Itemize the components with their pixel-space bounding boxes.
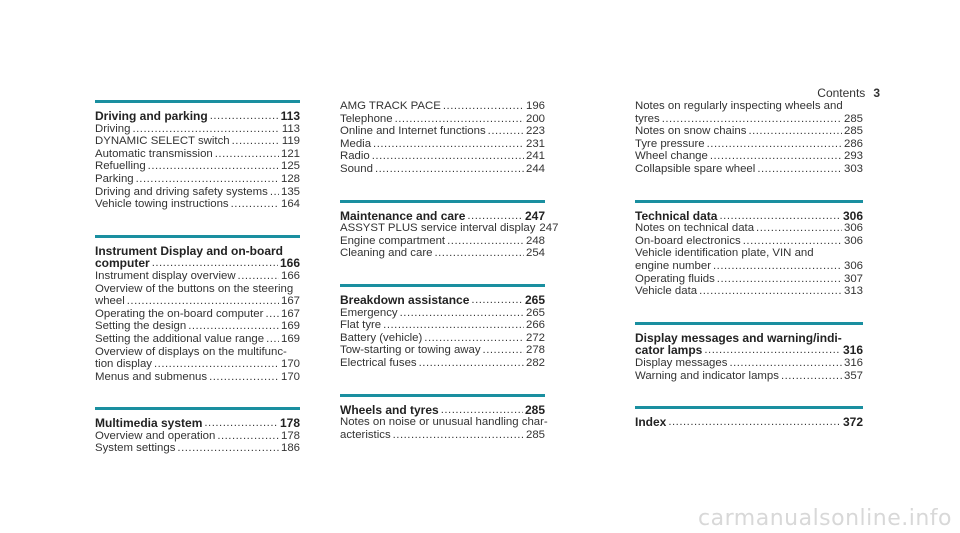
toc-entry-text: Wheel change <box>635 150 708 163</box>
toc-section-title[interactable] <box>95 417 300 430</box>
toc-page-number: 316 <box>842 343 863 358</box>
toc-section-title-line[interactable]: Display messages and warning/indi- <box>635 330 842 345</box>
dot-leader <box>177 442 279 455</box>
toc-entry[interactable] <box>95 371 300 384</box>
dot-leader <box>447 235 524 248</box>
toc-entry-line[interactable]: Notes on noise or unusual handling char- <box>340 416 548 429</box>
toc-page-number: 170 <box>280 370 300 383</box>
toc-entry[interactable] <box>340 138 545 151</box>
toc-entry-text: Notes on technical data <box>635 222 755 235</box>
toc-entry-text: wheel <box>95 295 125 308</box>
toc-page-number: 125 <box>280 160 300 173</box>
section-divider <box>95 100 300 103</box>
dot-leader <box>668 416 841 429</box>
toc-section-title[interactable] <box>635 210 863 223</box>
toc-entry-line[interactable]: Notes on regularly inspecting wheels and <box>635 100 843 112</box>
dot-leader <box>204 417 278 430</box>
toc-page-number: 186 <box>280 442 300 455</box>
dot-leader <box>781 370 842 383</box>
toc-entry-line[interactable]: Overview of displays on the multifunc- <box>95 345 287 358</box>
dot-leader <box>441 404 523 417</box>
toc-page-number: 285 <box>843 112 863 125</box>
dot-leader <box>232 135 280 148</box>
dot-leader <box>266 333 279 346</box>
toc-entry-text: Refuelling <box>95 160 146 173</box>
toc-entry-text: Online and Internet functions <box>340 125 486 138</box>
toc-entry[interactable] <box>95 333 300 346</box>
toc-entry-text: acteristics <box>340 428 391 441</box>
toc-page-number: 313 <box>843 285 863 298</box>
toc-entry-text: DYNAMIC SELECT switch <box>95 135 230 148</box>
toc-entry-text: ASSYST PLUS service interval display <box>340 222 536 235</box>
toc-entry[interactable] <box>95 186 300 199</box>
toc-page-number: 178 <box>279 416 300 431</box>
toc-entry-text: Collapsible spare wheel <box>635 162 756 175</box>
dot-leader <box>443 100 524 113</box>
dot-leader <box>132 123 279 136</box>
dot-leader <box>375 163 524 176</box>
toc-page-number: 286 <box>843 137 863 150</box>
toc-title-text: Technical data <box>635 208 718 223</box>
dot-leader <box>713 260 842 273</box>
toc-title-text: computer <box>95 256 150 271</box>
toc-page-number: 265 <box>525 306 545 319</box>
toc-entry-line[interactable]: Overview of the buttons on the steering <box>95 282 294 295</box>
toc-section-breakdown <box>340 284 545 370</box>
dot-leader <box>238 270 279 283</box>
toc-entry-text: Parking <box>95 172 134 185</box>
toc-section-title[interactable] <box>340 210 545 223</box>
dot-leader <box>215 148 279 161</box>
toc-page-number: 266 <box>525 319 545 332</box>
toc-entry-text: Radio <box>340 150 370 163</box>
dot-leader <box>148 160 279 173</box>
toc-entry[interactable] <box>635 150 863 163</box>
toc-entry[interactable] <box>340 357 545 370</box>
toc-entry[interactable] <box>340 307 545 320</box>
toc-entry[interactable] <box>95 430 300 443</box>
toc-section-title[interactable] <box>340 294 545 307</box>
toc-entry-text: Tow-starting or towing away <box>340 344 481 357</box>
toc-page-number: 306 <box>843 259 863 272</box>
toc-entry[interactable] <box>95 442 300 455</box>
toc-page-number: 113 <box>280 109 300 123</box>
toc-page-number: 316 <box>843 356 863 369</box>
toc-title-text: Breakdown assistance <box>340 292 470 307</box>
toc-entry-text: Driving <box>95 122 131 135</box>
toc-entry[interactable] <box>95 198 300 211</box>
toc-page-number: 248 <box>525 234 545 247</box>
toc-page-number: 166 <box>279 256 300 271</box>
toc-title-text: Wheels and tyres <box>340 402 439 417</box>
toc-entry-text: Vehicle data <box>635 285 698 298</box>
toc-page-number: 135 <box>280 185 300 198</box>
toc-entry-text: Cleaning and care <box>340 247 433 260</box>
dot-leader <box>424 332 524 345</box>
dot-leader <box>419 357 524 370</box>
toc-title-text: Driving and parking <box>95 109 208 123</box>
toc-entry-text: Emergency <box>340 306 398 319</box>
toc-page-number: 306 <box>843 222 863 235</box>
toc-section-display-messages <box>635 322 863 382</box>
section-divider <box>635 200 863 203</box>
toc-section-title[interactable] <box>95 257 300 270</box>
dot-leader <box>757 163 842 176</box>
toc-entry[interactable] <box>340 235 545 248</box>
toc-section-technical-data <box>635 200 863 298</box>
toc-entry[interactable] <box>340 113 545 126</box>
section-divider <box>340 394 545 397</box>
toc-entry[interactable] <box>635 113 863 126</box>
dot-leader <box>270 186 279 199</box>
toc-page-number: 247 <box>539 222 559 235</box>
toc-entry[interactable] <box>95 320 300 333</box>
toc-title-text: Multimedia system <box>95 416 203 431</box>
toc-entry[interactable] <box>95 160 300 173</box>
toc-entry-text: Driving and driving safety systems <box>95 185 268 198</box>
toc-entry-text: Sound <box>340 162 373 175</box>
toc-entry[interactable] <box>635 370 863 383</box>
toc-entry-text: Tyre pressure <box>635 137 705 150</box>
toc-entry[interactable] <box>340 222 559 235</box>
toc-column-1 <box>95 100 300 479</box>
toc-entry-text: Flat tyre <box>340 319 382 332</box>
dot-leader <box>231 198 279 211</box>
dot-leader <box>483 344 524 357</box>
toc-page-number: 244 <box>525 162 545 175</box>
toc-entry[interactable] <box>635 163 863 176</box>
toc-entry-text: Display messages <box>635 356 728 369</box>
dot-leader <box>729 357 842 370</box>
toc-page-number: 265 <box>524 292 545 307</box>
toc-section-multimedia-continued <box>340 100 545 176</box>
dot-leader <box>743 235 842 248</box>
dot-leader <box>154 358 279 371</box>
toc-entry-text: tyres <box>635 112 660 125</box>
toc-entry-text: System settings <box>95 442 176 455</box>
dot-leader <box>488 125 524 138</box>
toc-section-wheels-continued <box>635 100 863 176</box>
toc-entry[interactable] <box>340 332 545 345</box>
toc-entry[interactable] <box>635 125 863 138</box>
toc-page-number: 170 <box>280 358 300 371</box>
dot-leader <box>710 150 842 163</box>
dot-leader <box>704 344 841 357</box>
toc-page-number: 278 <box>525 344 545 357</box>
dot-leader <box>188 320 279 333</box>
dot-leader <box>400 307 524 320</box>
toc-entry[interactable] <box>635 357 863 370</box>
toc-entry[interactable] <box>95 148 300 161</box>
toc-page-number: 247 <box>524 208 545 223</box>
dot-leader <box>265 308 279 321</box>
toc-section-title[interactable] <box>635 344 863 357</box>
toc-section-wheels <box>340 394 548 442</box>
toc-entry-text: Battery (vehicle) <box>340 331 423 344</box>
toc-page-number: 285 <box>524 402 545 417</box>
dot-leader <box>152 257 278 270</box>
dot-leader <box>209 371 279 384</box>
toc-entry[interactable] <box>340 163 545 176</box>
dot-leader <box>748 125 842 138</box>
toc-entry-text: Notes on snow chains <box>635 125 747 138</box>
toc-section-title-line[interactable]: Instrument Display and on-board <box>95 243 284 258</box>
dot-leader <box>373 138 524 151</box>
dot-leader <box>127 295 279 308</box>
watermark: carmanualsonline.info <box>698 506 952 531</box>
section-divider <box>340 200 545 203</box>
toc-entry-text: Operating fluids <box>635 272 715 285</box>
dot-leader <box>699 285 842 298</box>
toc-page-number: 306 <box>842 208 863 223</box>
toc-page-number: 372 <box>842 415 863 430</box>
toc-page-number: 285 <box>525 428 545 441</box>
toc-section-index <box>635 406 863 429</box>
toc-section-title[interactable] <box>340 404 545 417</box>
toc-entry[interactable] <box>635 260 863 273</box>
toc-page-number: 357 <box>843 369 863 382</box>
toc-entry-text: Setting the additional value range <box>95 332 265 345</box>
toc-section-driving-and-parking <box>95 100 300 211</box>
section-divider <box>340 284 545 287</box>
dot-leader <box>372 150 524 163</box>
toc-page-number: 166 <box>280 269 300 282</box>
toc-page-number: 241 <box>525 150 545 163</box>
toc-entry-text: Setting the design <box>95 320 187 333</box>
toc-entry-line[interactable]: Vehicle identification plate, VIN and <box>635 247 814 260</box>
toc-page-number: 231 <box>525 137 545 150</box>
toc-entry-text: Instrument display overview <box>95 269 236 282</box>
toc-page-number: 167 <box>280 295 300 308</box>
dot-leader <box>434 247 524 260</box>
toc-title-text: cator lamps <box>635 343 703 358</box>
toc-section-maintenance <box>340 200 559 260</box>
toc-entry[interactable] <box>340 247 545 260</box>
toc-page-number: 113 <box>281 122 300 135</box>
dot-leader <box>719 210 840 223</box>
toc-entry-text: AMG TRACK PACE <box>340 100 441 112</box>
toc-column-2 <box>340 100 559 465</box>
toc-page-number: 293 <box>843 150 863 163</box>
page-header <box>817 86 880 100</box>
toc-entry[interactable] <box>635 285 863 298</box>
dot-leader <box>393 429 524 442</box>
dot-leader <box>136 173 279 186</box>
toc-title-text: Index <box>635 415 667 430</box>
toc-title-text: Maintenance and care <box>340 208 466 223</box>
toc-page-number: 196 <box>525 100 545 112</box>
toc-page-number: 119 <box>281 135 300 148</box>
toc-entry-text: engine number <box>635 259 711 272</box>
dot-leader <box>471 294 523 307</box>
toc-entry[interactable] <box>95 135 300 148</box>
toc-page-number: 223 <box>525 125 545 138</box>
section-divider <box>635 406 863 409</box>
section-divider <box>95 407 300 410</box>
dot-leader <box>467 210 523 223</box>
dot-leader <box>395 113 524 126</box>
toc-section-instrument-display <box>95 235 300 384</box>
toc-entry[interactable] <box>635 235 863 248</box>
toc-page-number: 272 <box>525 331 545 344</box>
toc-entry-text: Engine compartment <box>340 234 446 247</box>
toc-page-number: 303 <box>843 162 863 175</box>
toc-page-number: 128 <box>280 172 300 185</box>
toc-section-title[interactable] <box>635 416 863 429</box>
toc-entry[interactable] <box>340 150 545 163</box>
toc-page-number: 306 <box>843 234 863 247</box>
toc-page-number: 200 <box>525 112 545 125</box>
toc-entry[interactable] <box>95 173 300 186</box>
dot-leader <box>210 110 279 123</box>
toc-entry[interactable] <box>635 273 863 286</box>
toc-entry[interactable] <box>340 344 545 357</box>
toc-entry[interactable] <box>95 358 300 371</box>
toc-page-number: 307 <box>843 272 863 285</box>
toc-entry-text: Automatic transmission <box>95 147 213 160</box>
toc-entry-text: Menus and submenus <box>95 370 208 383</box>
toc-entry[interactable] <box>340 100 545 113</box>
toc-entry[interactable] <box>340 429 545 442</box>
toc-page-number: 178 <box>280 429 300 442</box>
toc-entry-text: Telephone <box>340 112 393 125</box>
toc-page-number: 282 <box>525 356 545 369</box>
toc-entry-text: Electrical fuses <box>340 356 417 369</box>
toc-page-number: 167 <box>280 307 300 320</box>
toc-column-3 <box>635 100 863 453</box>
toc-entry-text: Warning and indicator lamps <box>635 369 779 382</box>
toc-section-title[interactable] <box>95 110 300 123</box>
toc-entry[interactable] <box>95 295 300 308</box>
dot-leader <box>756 222 842 235</box>
dot-leader <box>717 273 842 286</box>
toc-entry[interactable] <box>635 222 863 235</box>
toc-entry-text: Media <box>340 137 372 150</box>
toc-entry-text: Overview and operation <box>95 429 216 442</box>
toc-entry[interactable] <box>95 308 300 321</box>
toc-entry[interactable] <box>635 138 863 151</box>
dot-leader <box>217 430 279 443</box>
dot-leader <box>662 113 842 126</box>
dot-leader <box>383 319 524 332</box>
toc-page-number: 169 <box>280 332 300 345</box>
toc-page-number: 169 <box>280 320 300 333</box>
section-divider <box>95 235 300 238</box>
section-divider <box>635 322 863 325</box>
toc-entry-text: On-board electronics <box>635 234 741 247</box>
toc-page-number: 121 <box>280 147 300 160</box>
page-number: 3 <box>873 86 880 100</box>
toc-entry[interactable] <box>95 123 300 136</box>
dot-leader <box>707 138 842 151</box>
toc-entry-text: tion display <box>95 358 152 371</box>
toc-entry-text: Vehicle towing instructions <box>95 198 229 211</box>
toc-entry[interactable] <box>340 125 545 138</box>
toc-page-number: 285 <box>843 125 863 138</box>
toc-entry[interactable] <box>95 270 300 283</box>
toc-section-multimedia <box>95 407 300 455</box>
toc-page-number: 164 <box>280 198 300 211</box>
toc-page-number: 254 <box>525 247 545 260</box>
toc-entry-text: Operating the on-board computer <box>95 307 264 320</box>
toc-entry[interactable] <box>340 319 545 332</box>
header-title: Contents <box>817 86 866 100</box>
